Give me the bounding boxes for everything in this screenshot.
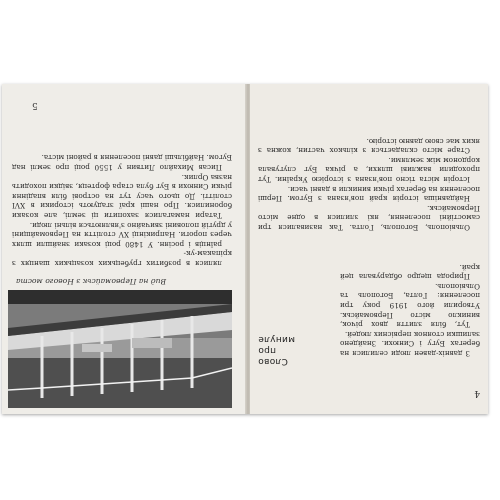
right-paragraph: Природа щедро обдарувала цей край. xyxy=(340,262,480,282)
left-paragraph: Писав Михайло Литвин у 1550 році про землі над Бугом. Найбільші давні поселення в районі міста. xyxy=(12,153,232,173)
heading-line: минуле xyxy=(258,334,295,344)
left-page-content xyxy=(2,84,246,414)
heading-line: Слово xyxy=(258,356,288,366)
right-paragraph: З давніх-давен люди селилися на берегах Бугу і Синюхи. Знайдено залишки стоянок первісних людей. xyxy=(340,329,480,358)
left-paragraph: лялися в розбитих грубецьких козацьких шанцях з кріпакам-ук- xyxy=(12,249,232,268)
right-paragraph: Старе місто складається з кількох частин, кожна з яких має свою давню історію. xyxy=(258,136,480,156)
bridge-photo-graphic xyxy=(8,290,232,408)
right-paragraph: Найдавніша історія край пов'язана з Бугом. Перші поселення на берегах річки виникли в давні часи. xyxy=(258,184,480,204)
right-paragraph: Ольвіополь, Богополь, Голта. Так називалися три самостійні поселення, які злилися в одне місто Первомайськ. xyxy=(258,203,480,232)
heading-line: про xyxy=(258,345,277,355)
left-page-number: 5 xyxy=(32,100,38,110)
left-paragraph: Татари намагалися захопити ці землі, але козаки боронилися. Про наші краї згадують історики в XVI столітті. До цього часу тут на острові біля впадіння річки Синюхи в Буг була стара фортеця, звідки походить назва Орлик. xyxy=(12,172,232,221)
booklet-spread xyxy=(2,84,488,414)
right-page xyxy=(250,84,488,414)
right-page-body xyxy=(258,136,480,232)
section-heading xyxy=(258,333,338,366)
right-page-content xyxy=(250,84,488,414)
photo-caption: Вид на Первомайськ з Нового моста xyxy=(16,277,167,286)
right-paragraph: Тут, біля злиття двох річок, виникло місто Первомайськ. Утворили його 1919 року три поселення: Голта, Богополь та Ольвіополь. xyxy=(340,281,480,330)
right-page-intro xyxy=(340,262,480,358)
left-page-body xyxy=(12,153,232,268)
left-paragraph: раїнців і росіян. У 1480 році козаки знайшли шлях через пороги. Наприкінці XV століття на Первомайщині у другій половині звичайно з'являються вільні люди. xyxy=(12,220,232,249)
left-page xyxy=(2,84,246,414)
right-page-number: 4 xyxy=(474,388,480,398)
bridge-photo xyxy=(8,290,232,408)
right-paragraph: Історія міста тісно пов'язана з історією України. Тут проходили важливі шляхи, а річка Буг слугувала кордоном між землями. xyxy=(258,155,480,185)
